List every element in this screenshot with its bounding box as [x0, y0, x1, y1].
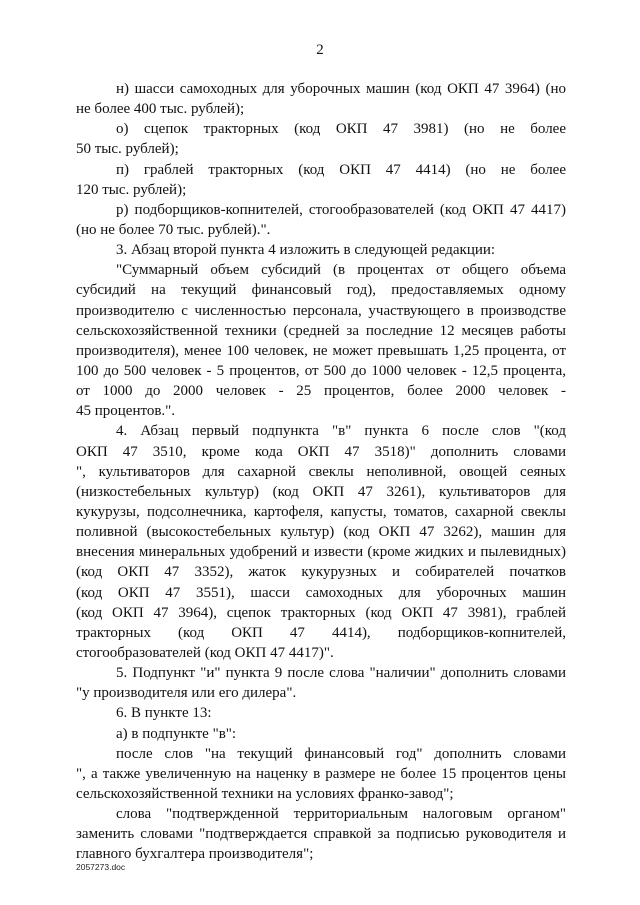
text-line: субсидий на текущий финансовый год), предоставляемых одному [76, 282, 566, 299]
text-line: кукурузы, подсолнечника, картофеля, капусты, томатов, сахарной свеклы [76, 503, 566, 520]
text-line: р) подборщиков-копнителей, стогообразователей (код ОКП 47 4417) [116, 201, 566, 218]
text-line: главного бухгалтера производителя"; [76, 846, 314, 863]
text-line: сельскохозяйственной техники (средней за последние 12 месяцев работы [76, 322, 566, 339]
text-line: 45 процентов.". [76, 403, 176, 420]
text-line: сельскохозяйственной техники на условиях франко-завод"; [76, 785, 454, 802]
text-line: производителю с численностью персонала, участвующего в производстве [76, 302, 566, 319]
text-line: не более 400 тыс. рублей); [76, 101, 245, 118]
text-line: стогообразователей (код ОКП 47 4417)". [76, 644, 334, 661]
document-body [76, 79, 566, 864]
text-line: о) сцепок тракторных (код ОКП 47 3981) (но не более [116, 121, 566, 138]
text-line: 50 тыс. рублей); [76, 141, 179, 158]
text-line: (но не более 70 тыс. рублей).". [76, 221, 271, 238]
text-line: ", а также увеличенную на наценку в размере не более 15 процентов цены [76, 765, 566, 782]
text-line: (код ОКП 47 3551), шасси самоходных для уборочных машин [76, 584, 566, 601]
text-line: 5. Подпункт "и" пункта 9 после слова "наличии" дополнить словами [116, 665, 566, 682]
text-line: 100 до 500 человек - 5 процентов, от 500 до 1000 человек - 12,5 процента, [76, 362, 566, 379]
page-number: 2 [316, 42, 324, 58]
text-line: производителя), менее 100 человек, не может превышать 1,25 процента, от [76, 342, 566, 359]
text-line: внесения минеральных удобрений и извести (кроме жидких и пылевидных) [76, 544, 566, 561]
text-line: (код ОКП 47 3352), жаток кукурузных и собирателей початков [76, 564, 566, 581]
text-line: н) шасси самоходных для уборочных машин (код ОКП 47 3964) (но [116, 81, 566, 97]
text-line: ", культиваторов для сахарной свеклы неполивной, овощей сеяных [76, 463, 566, 480]
text-line: (низкостебельных культур) (код ОКП 47 3261), культиваторов для [76, 483, 566, 500]
text-line: 120 тыс. рублей); [76, 181, 187, 198]
text-line: поливной (высокостебельных культур) (код ОКП 47 3262), машин для [76, 524, 566, 541]
text-line: после слов "на текущий финансовый год" дополнить словами [116, 745, 566, 762]
text-line: 3. Абзац второй пункта 4 изложить в следующей редакции: [116, 242, 496, 259]
text-line: от 1000 до 2000 человек - 25 процентов, более 2000 человек - [76, 383, 566, 400]
text-line: а) в подпункте "в": [116, 725, 237, 742]
text-line: (код ОКП 47 3964), сцепок тракторных (код ОКП 47 3981), граблей [76, 604, 566, 621]
text-line: ОКП 47 3510, кроме кода ОКП 47 3518)" дополнить словами [76, 443, 566, 460]
text-line: слова "подтвержденной территориальным налоговым органом" [116, 806, 566, 823]
text-line: 4. Абзац первый подпункта "в" пункта 6 после слов "(код [116, 423, 566, 440]
text-line: тракторных (код ОКП 47 4414), подборщиков-копнителей, [76, 624, 566, 641]
text-line: п) граблей тракторных (код ОКП 47 4414) (но не более [116, 161, 566, 178]
footer-filename: 2057273.doc [76, 862, 126, 872]
text-line: "Суммарный объем субсидий (в процентах от общего объема [116, 262, 566, 279]
text-line: 6. В пункте 13: [116, 705, 212, 722]
text-line: "у производителя или его дилера". [76, 685, 297, 702]
text-line: заменить словами "подтверждается справкой за подписью руководителя и [76, 826, 566, 843]
